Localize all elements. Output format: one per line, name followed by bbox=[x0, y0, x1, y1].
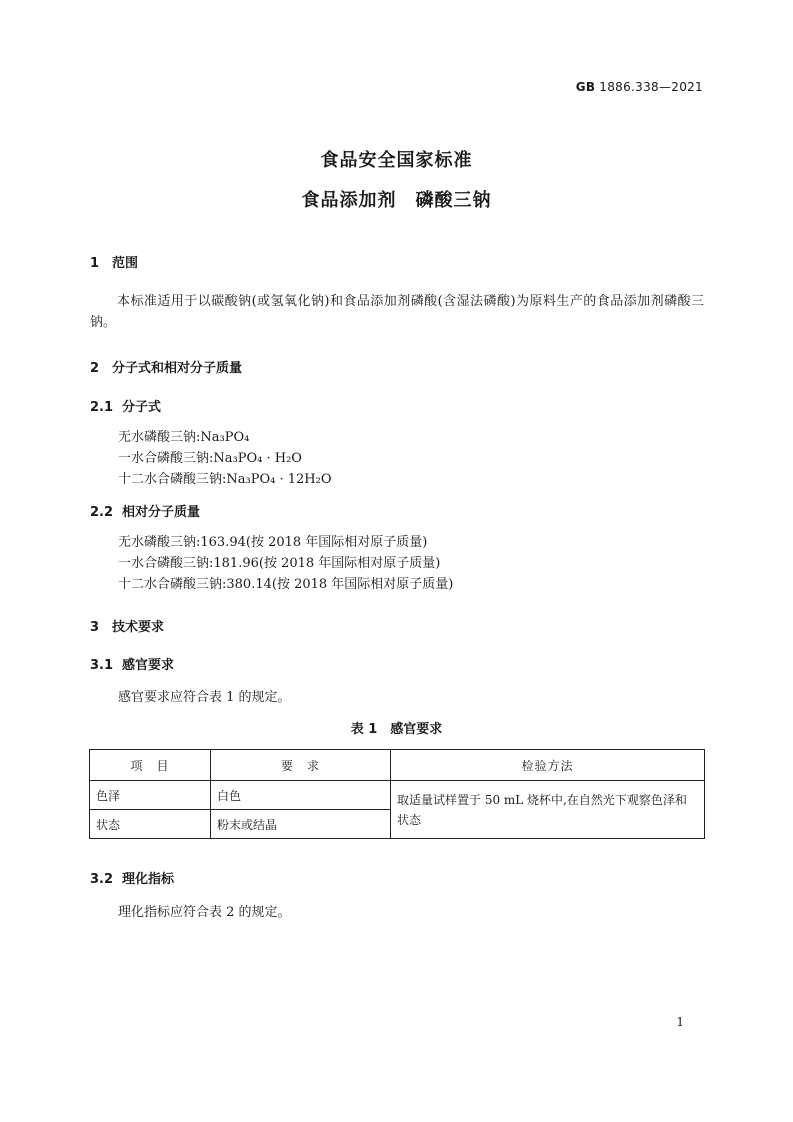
section-title: 技术要求 bbox=[112, 620, 165, 635]
section-number: 3.2 bbox=[90, 872, 114, 887]
table-cell-requirement: 粉末或结晶 bbox=[211, 810, 391, 839]
section-3-1-paragraph: 感官要求应符合表 1 的规定。 bbox=[118, 690, 291, 705]
section-title: 感官要求 bbox=[122, 658, 175, 673]
standard-number: 1886.338—2021 bbox=[599, 80, 703, 94]
page-number: 1 bbox=[676, 1015, 684, 1029]
standard-code bbox=[576, 80, 703, 94]
section-number: 3 bbox=[90, 620, 100, 635]
table-cell-method: 取适量试样置于 50 mL 烧杯中,在自然光下观察色泽和状态 bbox=[391, 781, 705, 839]
standard-prefix: GB bbox=[575, 80, 596, 94]
section-title: 分子式和相对分子质量 bbox=[112, 361, 243, 376]
section-2-1-heading bbox=[90, 396, 161, 415]
section-1-paragraph: 本标准适用于以碳酸钠(或氢氧化钠)和食品添加剂磷酸(含湿法磷酸)为原料生产的食品添加剂磷酸三钠。 bbox=[90, 294, 704, 330]
table-header-cell: 要 求 bbox=[211, 750, 391, 781]
section-number: 1 bbox=[90, 256, 100, 271]
section-number: 2 bbox=[90, 361, 100, 376]
table-1-caption: 表 1 感官要求 bbox=[350, 722, 443, 737]
section-3-2-heading bbox=[90, 868, 174, 887]
section-1-heading bbox=[90, 252, 138, 271]
section-number: 3.1 bbox=[90, 658, 114, 673]
page-subtitle: 食品添加剂 磷酸三钠 bbox=[301, 190, 492, 211]
section-title: 范围 bbox=[112, 256, 139, 271]
table-header-cell: 检验方法 bbox=[391, 750, 705, 781]
section-3-1-heading bbox=[90, 654, 174, 673]
section-3-2-paragraph: 理化指标应符合表 2 的规定。 bbox=[118, 905, 291, 920]
table-cell-item: 色泽 bbox=[90, 781, 211, 810]
mass-line: 无水磷酸三钠:163.94(按 2018 年国际相对原子质量) bbox=[118, 535, 428, 550]
section-2-2-heading bbox=[90, 501, 200, 520]
table-header-cell: 项 目 bbox=[90, 750, 211, 781]
section-2-heading bbox=[90, 357, 242, 376]
formula-line: 无水磷酸三钠:Na₃PO₄ bbox=[118, 430, 250, 445]
page-title: 食品安全国家标准 bbox=[320, 150, 473, 171]
section-title: 理化指标 bbox=[122, 872, 175, 887]
table-cell-item: 状态 bbox=[90, 810, 211, 839]
formula-line: 一水合磷酸三钠:Na₃PO₄ · H₂O bbox=[118, 451, 302, 466]
section-title: 相对分子质量 bbox=[122, 505, 201, 520]
table-header-row bbox=[90, 750, 705, 781]
section-number: 2.1 bbox=[90, 400, 114, 415]
section-title: 分子式 bbox=[122, 400, 162, 415]
formula-line: 十二水合磷酸三钠:Na₃PO₄ · 12H₂O bbox=[118, 472, 332, 487]
table-row bbox=[90, 781, 705, 810]
table-1 bbox=[89, 749, 705, 839]
table-cell-requirement: 白色 bbox=[211, 781, 391, 810]
mass-line: 一水合磷酸三钠:181.96(按 2018 年国际相对原子质量) bbox=[118, 556, 441, 571]
section-number: 2.2 bbox=[90, 505, 114, 520]
mass-line: 十二水合磷酸三钠:380.14(按 2018 年国际相对原子质量) bbox=[118, 577, 454, 592]
section-3-heading bbox=[90, 616, 164, 635]
